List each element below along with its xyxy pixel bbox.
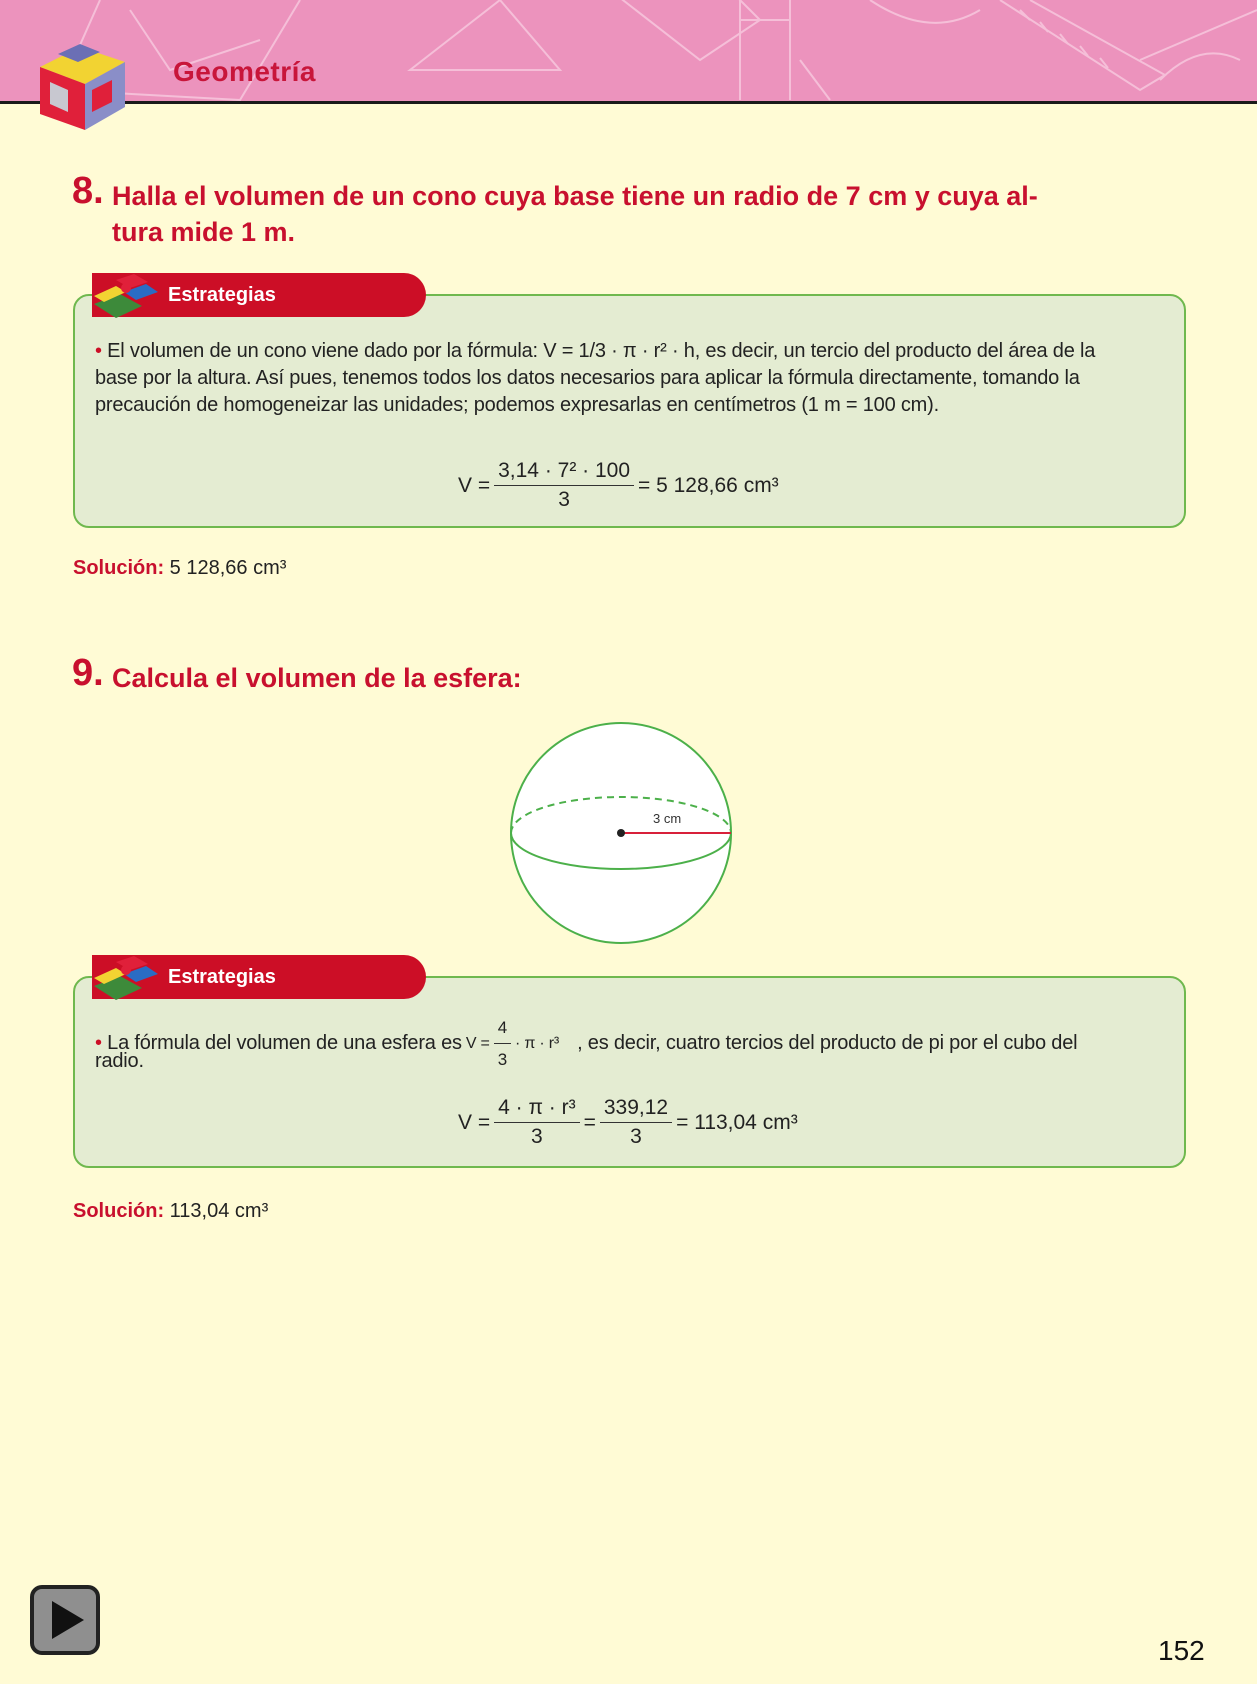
formula-denominator: 3 — [531, 1125, 543, 1148]
formula-fraction — [600, 1096, 672, 1149]
puzzle-pieces-icon — [90, 948, 162, 1006]
page-number: 152 — [1158, 1635, 1205, 1666]
solution-label: Solución: — [73, 1200, 165, 1222]
formula-denominator: 3 — [558, 488, 570, 511]
formula-fraction — [494, 459, 634, 512]
formula-lhs: V = — [458, 473, 491, 497]
solution — [73, 1200, 268, 1223]
page-header — [0, 0, 1257, 104]
bullet-icon: • — [95, 340, 108, 362]
strategy-box — [73, 294, 1186, 528]
question-line: Halla el volumen de un cono cuya base tiene un radio de 7 cm y cuya al- — [112, 181, 1038, 211]
puzzle-pieces-icon — [90, 266, 162, 324]
bullet-icon: • — [95, 1032, 108, 1054]
sphere-diagram — [505, 720, 737, 946]
exercise-number: 8. — [72, 170, 104, 212]
solution-label: Solución: — [73, 557, 165, 579]
inline-formula-numerator: 4 — [494, 1014, 511, 1044]
cone-volume-formula — [458, 459, 779, 512]
formula-result: = 113,04 cm³ — [676, 1110, 798, 1134]
question-line: Calcula el volumen de la esfera: — [112, 663, 522, 693]
cube-logo-icon — [30, 32, 130, 132]
strategy-line: radio. — [95, 1050, 144, 1072]
strategy-line: La fórmula del volumen de una esfera es — [107, 1032, 462, 1054]
formula-result: = 5 128,66 cm³ — [638, 473, 779, 497]
inline-formula-rest: · π · r³ — [514, 1035, 560, 1052]
geometry-decoration-icon — [0, 0, 1257, 104]
solution — [73, 557, 286, 580]
center-point — [617, 829, 625, 837]
header-rule — [0, 101, 1257, 104]
exercise-question — [112, 660, 1172, 696]
solution-value: 5 128,66 cm³ — [169, 557, 287, 579]
formula-lhs: V = — [458, 1110, 491, 1134]
strategy-box — [73, 976, 1186, 1168]
solution-value: 113,04 cm³ — [169, 1200, 269, 1222]
formula-equals: = — [583, 1110, 596, 1134]
inline-formula-lhs: V = — [465, 1035, 490, 1052]
formula-denominator: 3 — [630, 1125, 642, 1148]
play-button[interactable] — [30, 1585, 100, 1655]
formula-fraction — [494, 1096, 579, 1149]
header-title: Geometría — [173, 56, 316, 87]
sphere-volume-formula — [458, 1096, 798, 1149]
strategy-label: Estrategias — [168, 966, 276, 988]
exercise-question — [112, 178, 1172, 250]
strategy-line: , es decir, cuatro tercios del producto de pi por el cubo del — [577, 1032, 1078, 1054]
strategy-text — [95, 338, 1165, 419]
inline-formula-denominator: 3 — [497, 1050, 507, 1069]
radius-label: 3 cm — [653, 811, 682, 826]
strategy-line: precaución de homogeneizar las unidades; podemos expresarlas en centímetros (1 m = 100 cm). — [95, 394, 939, 416]
formula-numerator: 4 · π · r³ — [494, 1096, 579, 1123]
question-line: tura mide 1 m. — [112, 217, 296, 247]
formula-numerator: 339,12 — [600, 1096, 672, 1123]
strategy-label: Estrategias — [168, 284, 276, 306]
formula-numerator: 3,14 · 7² · 100 — [494, 459, 634, 486]
exercise-number: 9. — [72, 652, 104, 694]
strategy-line: base por la altura. Así pues, tenemos todos los datos necesarios para aplicar la fórmula directamente, tomando la — [95, 367, 1080, 389]
strategy-line: El volumen de un cono viene dado por la fórmula: V = 1/3 · π · r² · h, es decir, un tercio del producto del área de la — [107, 340, 1096, 362]
